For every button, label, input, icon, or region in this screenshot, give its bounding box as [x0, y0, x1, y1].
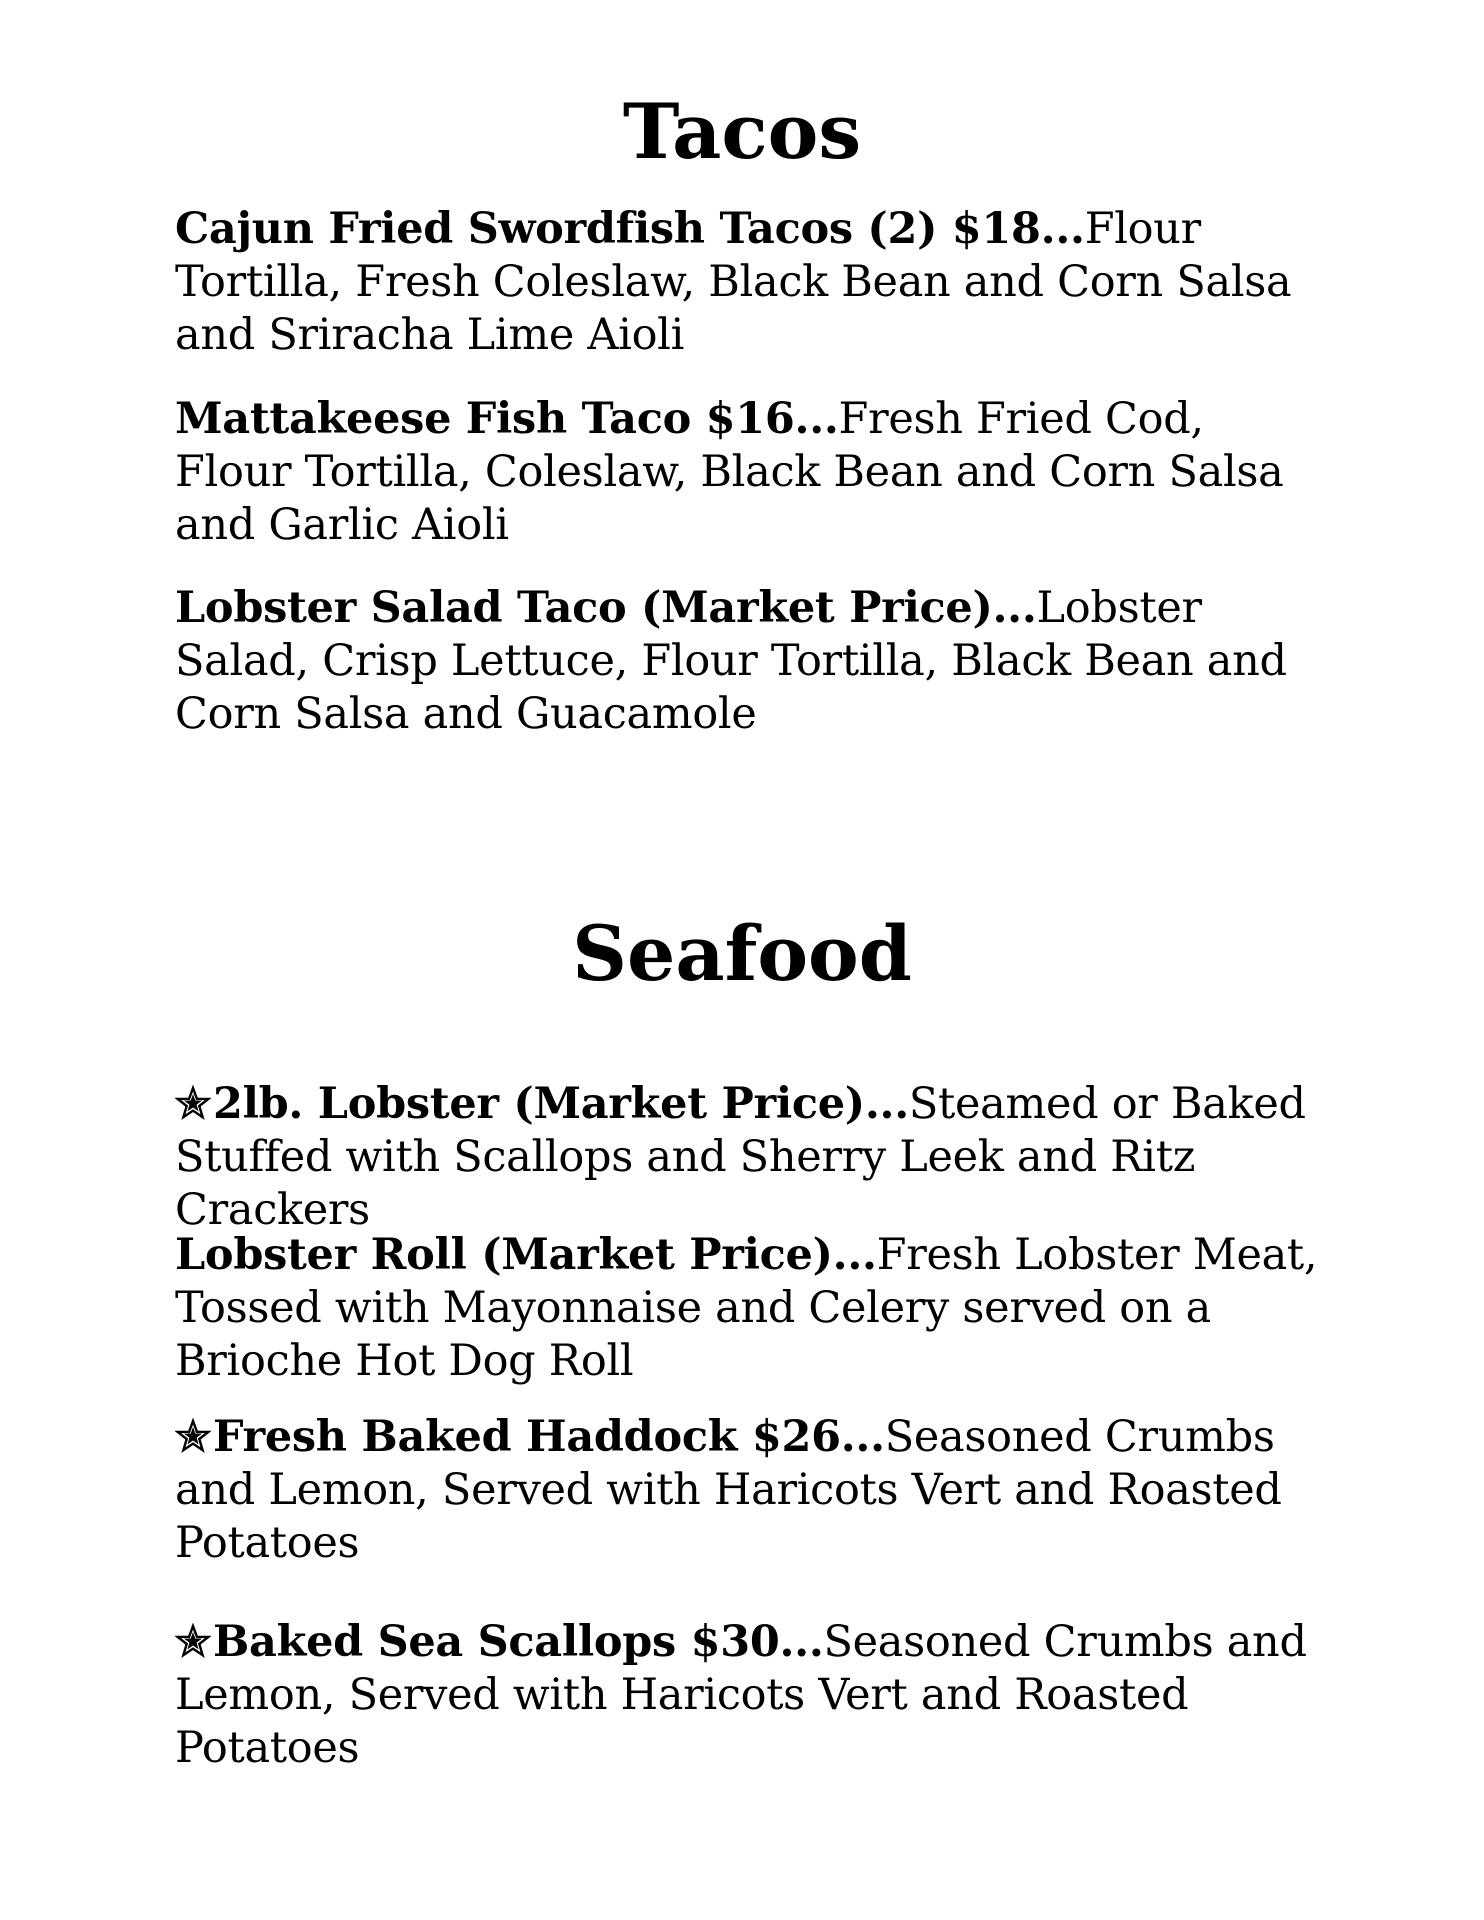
menu-item-description: Fresh Fried Cod, Flour Tortilla, Coleslaw, Black Bean and Corn Salsa and Garlic Aioli: [175, 394, 1284, 550]
menu-item-name: Baked Sea Scallops $30...: [213, 1617, 824, 1667]
menu-item-description: Flour Tortilla, Fresh Coleslaw, Black Bean and Corn Salsa and Sriracha Lime Aioli: [175, 204, 1292, 360]
seafood-section-title: Seafood: [572, 909, 912, 998]
star-icon: [175, 1085, 211, 1121]
menu-item-description: Steamed or Baked Stuffed with Scallops and Sherry Leek and Ritz Crackers: [175, 1079, 1306, 1235]
menu-item: [175, 1229, 1325, 1388]
menu-item-name: Fresh Baked Haddock $26...: [213, 1412, 885, 1462]
star-icon: [175, 1418, 211, 1454]
menu-item-name: 2lb. Lobster (Market Price)...: [213, 1079, 909, 1129]
menu-item-description: Seasoned Crumbs and Lemon, Served with Haricots Vert and Roasted Potatoes: [175, 1412, 1282, 1568]
menu-item: [175, 393, 1325, 552]
menu-item-name: Mattakeese Fish Taco $16...: [175, 394, 839, 444]
menu-item-name: Lobster Salad Taco (Market Price)...: [175, 583, 1037, 633]
menu-item-name: Cajun Fried Swordfish Tacos (2) $18...: [175, 204, 1085, 254]
menu-item: [175, 203, 1325, 362]
menu-item: [175, 582, 1325, 741]
tacos-section-title: Tacos: [622, 87, 862, 176]
menu-item-description: Seasoned Crumbs and Lemon, Served with Haricots Vert and Roasted Potatoes: [175, 1617, 1307, 1773]
menu-item: [175, 1616, 1325, 1775]
menu-item-description: Lobster Salad, Crisp Lettuce, Flour Tortilla, Black Bean and Corn Salsa and Guacamole: [175, 583, 1287, 739]
menu-item-name: Lobster Roll (Market Price)...: [175, 1230, 877, 1280]
menu-item-description: Fresh Lobster Meat, Tossed with Mayonnaise and Celery served on a Brioche Hot Dog Roll: [175, 1230, 1318, 1386]
menu-item: [175, 1078, 1325, 1237]
star-icon: [175, 1623, 211, 1659]
menu-item: [175, 1411, 1325, 1570]
